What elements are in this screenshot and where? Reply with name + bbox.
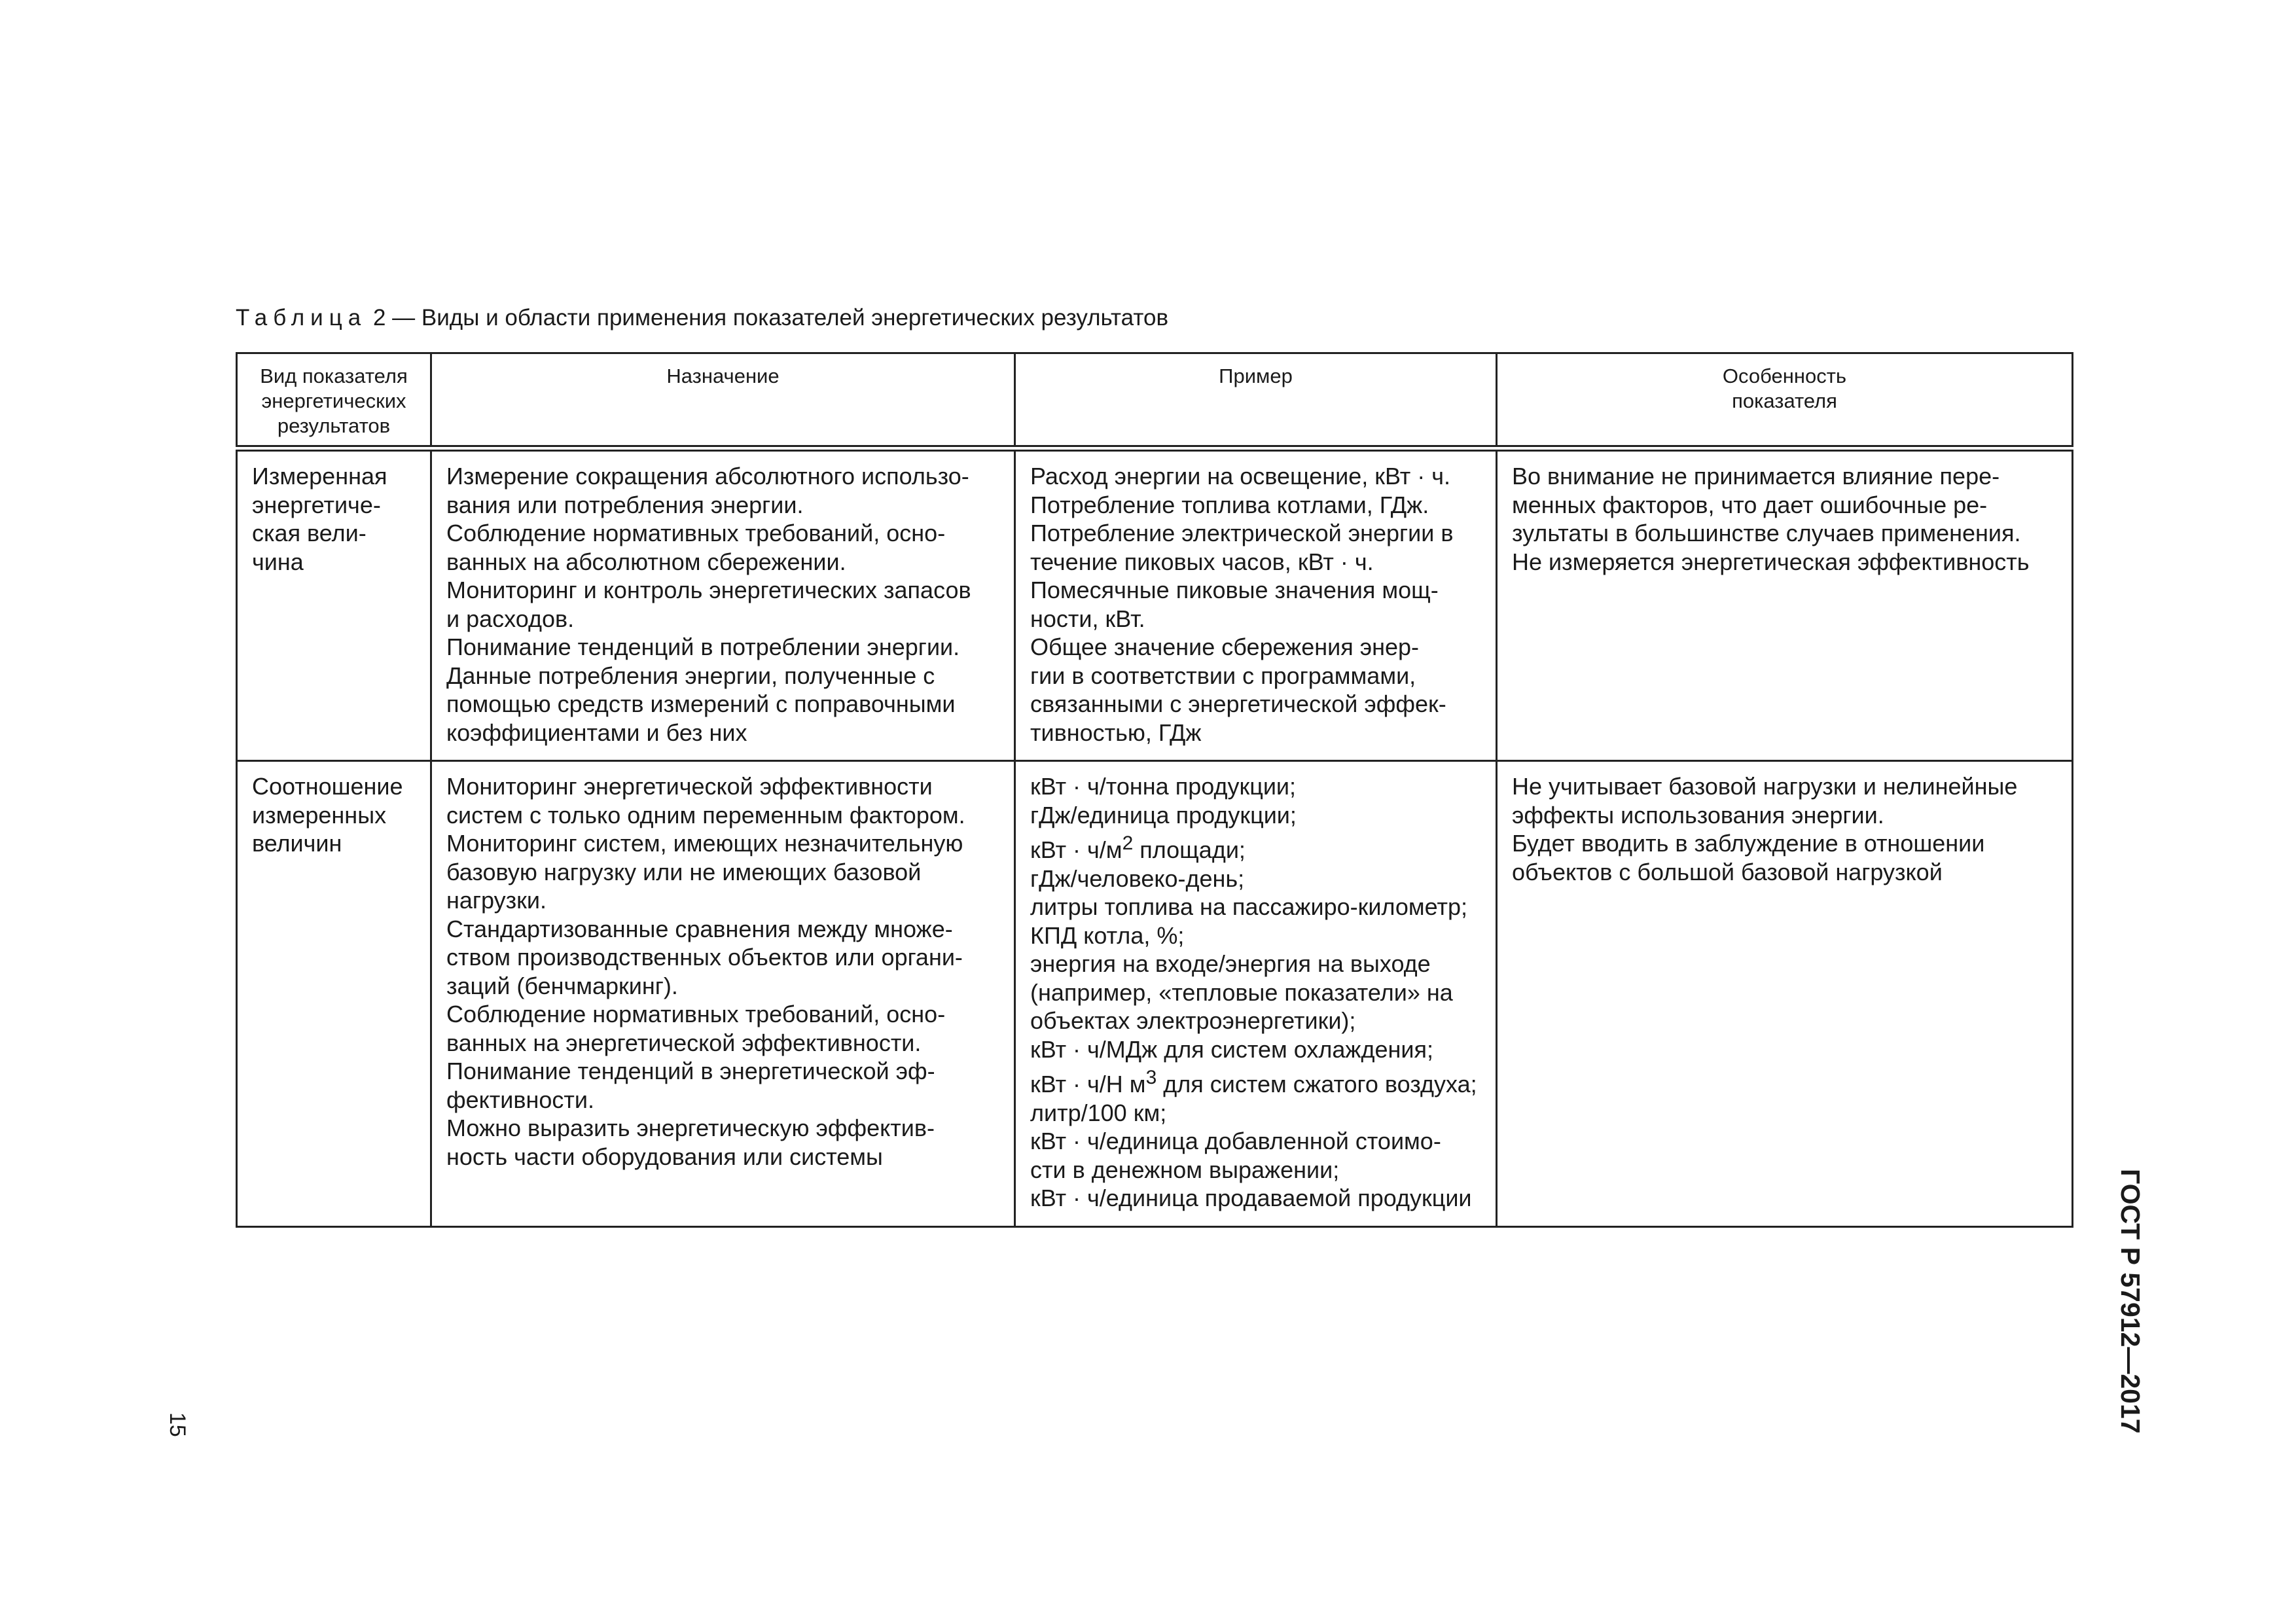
cell-type xyxy=(237,448,431,761)
unit-text: площади; xyxy=(1133,836,1246,863)
table-caption xyxy=(236,305,1168,331)
cell-line: (например, «тепловые показатели» на xyxy=(1030,978,1453,1006)
cell-line: кВт · ч/тонна продукции; xyxy=(1030,773,1297,800)
superscript: 3 xyxy=(1145,1067,1157,1088)
header-line: показателя xyxy=(1732,389,1837,412)
cell-line: Можно выразить энергетическую эффектив- xyxy=(446,1115,935,1141)
cell-line: Соблюдение нормативных требований, осно- xyxy=(446,1001,946,1027)
cell-line: кВт · ч/единица продаваемой продукции xyxy=(1030,1185,1472,1211)
cell-line: ность части оборудования или системы xyxy=(446,1143,883,1170)
cell-line: измеренных xyxy=(252,801,387,829)
cell-line: заций (бенчмаркинг). xyxy=(446,972,678,999)
cell-feature xyxy=(1497,448,2073,761)
cell-line: энергетиче- xyxy=(252,491,381,518)
header-line: Вид показателя xyxy=(260,365,408,387)
cell-purpose xyxy=(431,448,1015,761)
unit-text: кВт · ч/м xyxy=(1030,836,1122,863)
cell-purpose xyxy=(431,761,1015,1227)
cell-line-with-superscript xyxy=(1030,1063,1489,1099)
cell-line: менных факторов, что дает ошибочные ре- xyxy=(1512,491,1988,518)
cell-line: зультаты в большинстве случаев применения. xyxy=(1512,520,2021,546)
cell-line: и расходов. xyxy=(446,605,575,632)
cell-line: сти в денежном выражении; xyxy=(1030,1156,1340,1183)
cell-line: гии в соответствии с программами, xyxy=(1030,662,1416,689)
cell-line: гДж/человеко-день; xyxy=(1030,865,1245,892)
table-row xyxy=(237,761,2073,1227)
cell-line: величин xyxy=(252,830,342,857)
cell-line: КПД котла, %; xyxy=(1030,921,1185,949)
cell-line: Данные потребления энергии, полученные с xyxy=(446,662,935,689)
header-line: результатов xyxy=(277,414,391,437)
cell-line: эффекты использования энергии. xyxy=(1512,801,1884,829)
cell-line: ванных на абсолютном сбережении. xyxy=(446,548,846,575)
cell-line: ством производственных объектов или органи- xyxy=(446,944,963,971)
cell-line: Не учитывает базовой нагрузки и нелинейные xyxy=(1512,773,2018,800)
header-row xyxy=(237,353,2073,449)
cell-line: Не измеряется энергетическая эффективность xyxy=(1512,548,2030,575)
cell-line: кВт · ч/МДж для систем охлаждения; xyxy=(1030,1035,1433,1063)
cell-line: Мониторинг систем, имеющих незначительную xyxy=(446,830,963,857)
cell-line: объектах электроэнергетики); xyxy=(1030,1007,1356,1034)
cell-line: энергия на входе/энергия на выходе xyxy=(1030,950,1431,977)
cell-line: ванных на энергетической эффективности. xyxy=(446,1029,922,1056)
cell-line: Понимание тенденций в энергетической эф- xyxy=(446,1058,935,1084)
cell-line: связанными с энергетической эффек- xyxy=(1030,690,1446,717)
cell-line: Мониторинг и контроль энергетических запасов xyxy=(446,577,971,603)
cell-line: литры топлива на пассажиро-километр; xyxy=(1030,893,1468,920)
cell-line: ности, кВт. xyxy=(1030,605,1145,632)
page-number: 15 xyxy=(165,1412,190,1437)
document-standard-title: ГОСТ Р 57912—2017 xyxy=(2115,1169,2145,1434)
header-line: Пример xyxy=(1219,365,1293,387)
cell-line: Потребление топлива котлами, ГДж. xyxy=(1030,491,1429,518)
cell-line-with-superscript xyxy=(1030,829,1489,865)
cell-line: Расход энергии на освещение, кВт · ч. xyxy=(1030,463,1451,490)
cell-line: объектов с большой базовой нагрузкой xyxy=(1512,858,1943,885)
cell-line: Стандартизованные сравнения между множе- xyxy=(446,915,953,942)
header-cell-type xyxy=(237,353,431,449)
cell-line: базовую нагрузку или не имеющих базовой xyxy=(446,858,922,885)
cell-line: Общее значение сбережения энер- xyxy=(1030,633,1420,660)
cell-line: Измерение сокращения абсолютного использо- xyxy=(446,463,969,490)
cell-line: Мониторинг энергетической эффективности xyxy=(446,773,933,800)
cell-line: Соотношение xyxy=(252,773,403,800)
cell-line: Помесячные пиковые значения мощ- xyxy=(1030,577,1439,603)
cell-line: фективности. xyxy=(446,1086,595,1113)
header-line: Особенность xyxy=(1722,365,1847,387)
cell-line: течение пиковых часов, кВт · ч. xyxy=(1030,548,1374,575)
cell-line: литр/100 км; xyxy=(1030,1099,1167,1126)
header-cell-feature xyxy=(1497,353,2073,449)
cell-line: тивностью, ГДж xyxy=(1030,719,1202,746)
cell-line: ская вели- xyxy=(252,520,367,546)
cell-line: вания или потребления энергии. xyxy=(446,491,804,518)
cell-line: Измеренная xyxy=(252,463,387,490)
header-line: Назначение xyxy=(666,365,780,387)
indicators-table xyxy=(236,352,2073,1228)
cell-line: систем с только одним переменным фактором. xyxy=(446,801,965,829)
superscript: 2 xyxy=(1122,832,1134,854)
caption-label: Таблица xyxy=(236,305,367,330)
cell-line: Будет вводить в заблуждение в отношении xyxy=(1512,830,1985,857)
unit-text: кВт · ч/Н м xyxy=(1030,1071,1146,1097)
cell-line: Потребление электрической энергии в xyxy=(1030,520,1454,546)
unit-text: для систем сжатого воздуха; xyxy=(1157,1071,1477,1097)
header-cell-example xyxy=(1015,353,1497,449)
header-line: энергетических xyxy=(261,389,406,412)
cell-line: чина xyxy=(252,548,304,575)
caption-number: 2 xyxy=(372,305,386,330)
caption-text: — Виды и области применения показателей энергетических результатов xyxy=(392,305,1169,330)
cell-line: гДж/единица продукции; xyxy=(1030,801,1297,829)
cell-example xyxy=(1015,448,1497,761)
cell-example xyxy=(1015,761,1497,1227)
cell-feature xyxy=(1497,761,2073,1227)
table-row xyxy=(237,448,2073,761)
header-cell-purpose xyxy=(431,353,1015,449)
cell-type xyxy=(237,761,431,1227)
cell-line: помощью средств измерений с поправочными xyxy=(446,690,956,717)
cell-line: кВт · ч/единица добавленной стоимо- xyxy=(1030,1128,1441,1154)
cell-line: Понимание тенденций в потреблении энергии. xyxy=(446,633,960,660)
cell-line: коэффициентами и без них xyxy=(446,719,747,746)
cell-line: Соблюдение нормативных требований, осно- xyxy=(446,520,946,546)
cell-line: нагрузки. xyxy=(446,887,547,914)
cell-line: Во внимание не принимается влияние пере- xyxy=(1512,463,2000,490)
